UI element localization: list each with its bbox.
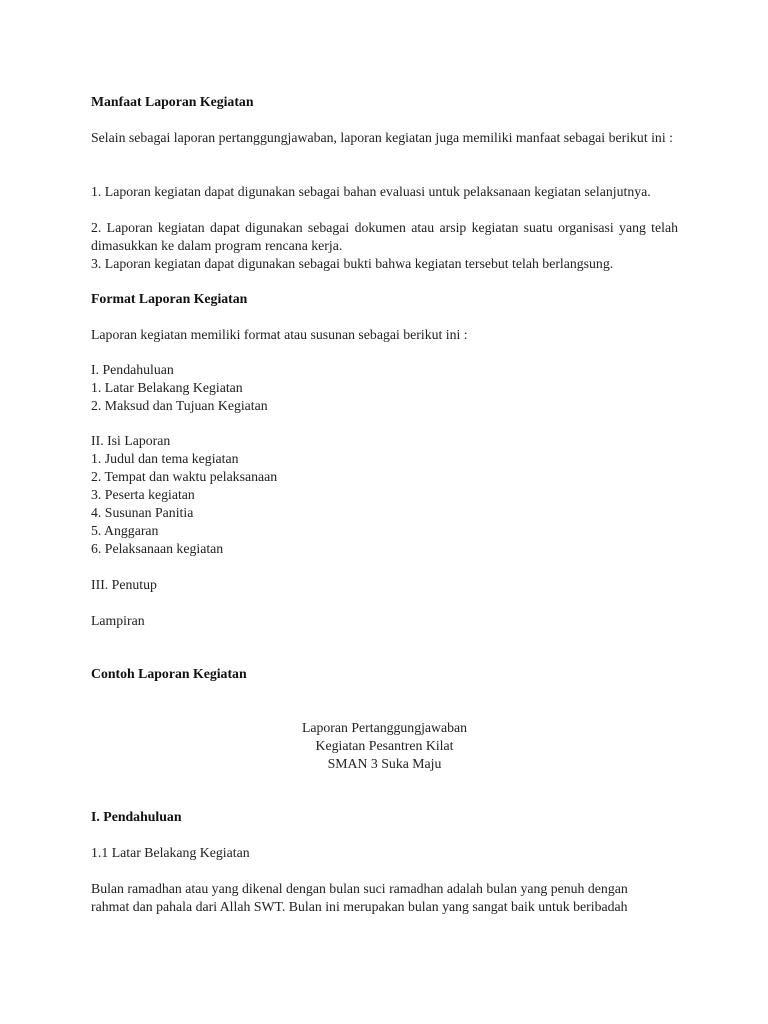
format-section-lampiran: Lampiran [91, 613, 145, 628]
contoh-paragraph-line: Bulan ramadhan atau yang dikenal dengan bulan suci ramadhan adalah bulan yang penuh dengan [91, 881, 628, 896]
format-intro-paragraph: Laporan kegiatan memiliki format atau susunan sebagai berikut ini : [91, 327, 468, 342]
contoh-title-line: Kegiatan Pesantren Kilat [315, 738, 454, 753]
format-list-item: 5. Anggaran [91, 523, 159, 538]
contoh-paragraph-line: rahmat dan pahala dari Allah SWT. Bulan ini merupakan bulan yang sangat baik untuk beribadah [91, 899, 628, 914]
contoh-title-line: SMAN 3 Suka Maju [327, 756, 442, 771]
format-section-title: II. Isi Laporan [91, 433, 171, 448]
heading-contoh: Contoh Laporan Kegiatan [91, 666, 247, 681]
format-section-pendahuluan [91, 361, 678, 415]
manfaat-item-2: 2. Laporan kegiatan dapat digunakan sebagai dokumen atau arsip kegiatan suatu organisasi yang telah dimasukkan ke dalam program rencana kerja. [91, 220, 678, 253]
contoh-section-heading: I. Pendahuluan [91, 809, 182, 824]
contoh-paragraph [91, 880, 678, 916]
format-section-penutup: III. Penutup [91, 577, 157, 592]
format-list-item: 6. Pelaksanaan kegiatan [91, 541, 224, 556]
heading-manfaat: Manfaat Laporan Kegiatan [91, 94, 254, 109]
manfaat-intro-paragraph: Selain sebagai laporan pertanggungjawaban, laporan kegiatan juga memiliki manfaat sebagai berikut ini : [91, 130, 673, 145]
contoh-subheading: 1.1 Latar Belakang Kegiatan [91, 845, 250, 860]
manfaat-item-1: 1. Laporan kegiatan dapat digunakan sebagai bahan evaluasi untuk pelaksanaan kegiatan selanjutnya. [91, 184, 651, 199]
format-list-item: 1. Judul dan tema kegiatan [91, 451, 239, 466]
format-section-isi-laporan [91, 432, 678, 558]
format-list-item: 1. Latar Belakang Kegiatan [91, 380, 243, 395]
format-list-item: 4. Susunan Panitia [91, 505, 194, 520]
format-list-item: 2. Maksud dan Tujuan Kegiatan [91, 398, 268, 413]
heading-format: Format Laporan Kegiatan [91, 291, 248, 306]
manfaat-item-3: 3. Laporan kegiatan dapat digunakan sebagai bukti bahwa kegiatan tersebut telah berlangsung. [91, 256, 614, 271]
contoh-report-title [91, 719, 678, 773]
format-list-item: 3. Peserta kegiatan [91, 487, 195, 502]
contoh-title-line: Laporan Pertanggungjawaban [301, 720, 468, 735]
format-list-item: 2. Tempat dan waktu pelaksanaan [91, 469, 278, 484]
format-section-title: I. Pendahuluan [91, 362, 174, 377]
